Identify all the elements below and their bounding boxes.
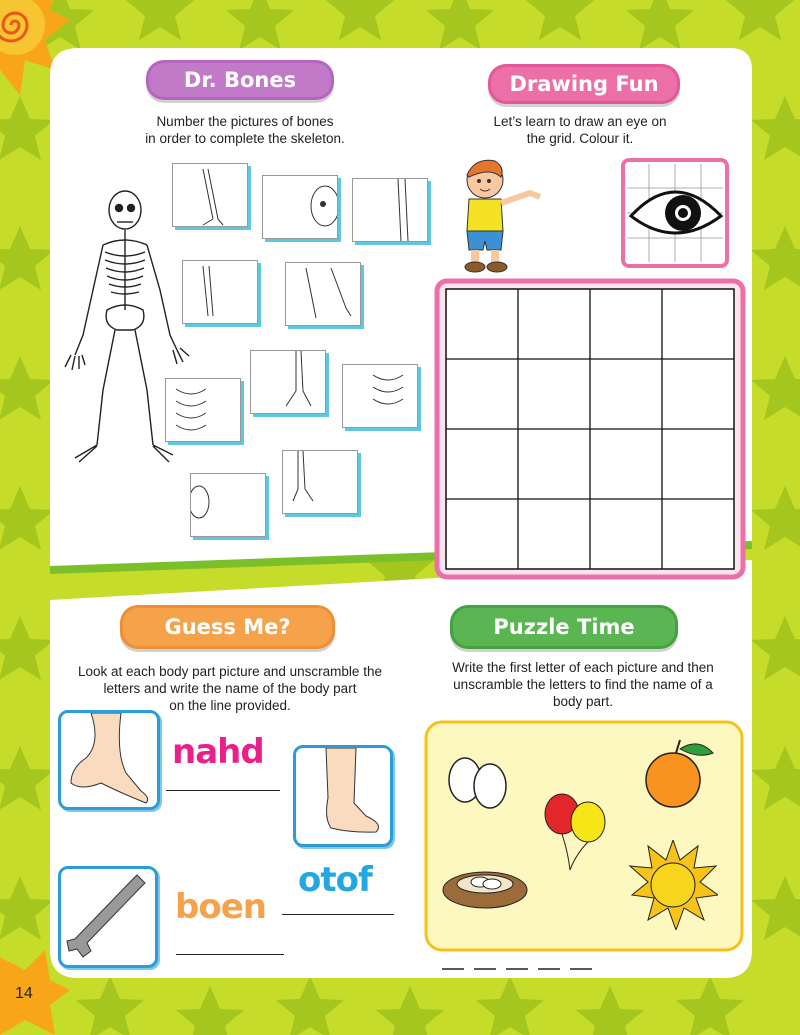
answer-line-hand[interactable] (166, 790, 280, 791)
hand-picture (58, 710, 160, 810)
scrambled-word-hand: nahd (172, 732, 264, 772)
balloons-icon (540, 792, 620, 872)
scrambled-word-bone: boen (175, 887, 266, 927)
bone-tile-foot (250, 350, 326, 414)
guess-me-title: Guess Me? (120, 605, 335, 649)
eggs-icon (445, 750, 515, 815)
nest-icon (440, 862, 530, 912)
dr-bones-title: Dr. Bones (146, 60, 334, 100)
bone-picture (58, 866, 158, 968)
puzzle-time-title: Puzzle Time (450, 605, 678, 649)
bone-tile-spine (342, 364, 418, 428)
bone-tile-upper-arm (285, 262, 361, 326)
bone-tile-forearm (182, 260, 258, 324)
bone-tile-arm (172, 163, 248, 227)
foot-picture (293, 745, 393, 847)
drawing-fun-instruction: Let’s learn to draw an eye on the grid. Colour it. (493, 114, 667, 146)
sun-picture-icon (628, 840, 718, 930)
bone-tile-ankle (282, 450, 358, 514)
boy-illustration (455, 155, 545, 275)
orange-icon (638, 735, 718, 810)
bone-tile-leg (352, 178, 428, 242)
scrambled-word-foot: otof (298, 860, 372, 900)
page-number: 14 (15, 985, 33, 1002)
bone-tile-skull (262, 175, 338, 239)
drawing-grid[interactable] (434, 278, 746, 580)
answer-line-bone[interactable] (176, 954, 284, 955)
answer-line-foot[interactable] (282, 914, 394, 915)
bone-tile-ribs (165, 378, 241, 442)
puzzle-time-instruction: Write the first letter of each picture and then unscramble the letters to find the name of a body part. (452, 660, 714, 709)
bone-tile-pelvis (190, 473, 266, 537)
guess-me-instruction: Look at each body part picture and unscramble the letters and write the name of the body part on the line provided. (78, 664, 382, 713)
puzzle-answer-blanks[interactable] (440, 964, 600, 974)
dr-bones-instruction: Number the pictures of bones in order to complete the skeleton. (145, 114, 345, 146)
eye-sample-grid (621, 158, 729, 268)
drawing-fun-title: Drawing Fun (488, 64, 680, 104)
